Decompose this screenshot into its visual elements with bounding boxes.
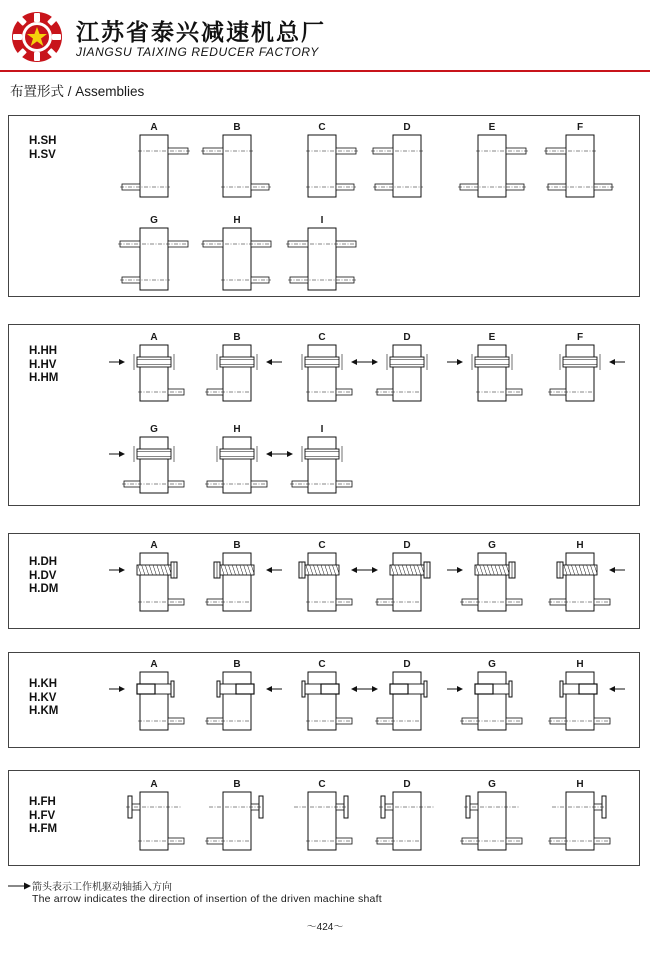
gearbox-schematic — [119, 672, 189, 742]
gearbox-housing — [140, 345, 168, 401]
insertion-arrowhead — [266, 567, 272, 573]
gearbox-schematic — [202, 672, 272, 742]
spline-flange — [302, 681, 305, 697]
gearbox-schematic — [119, 228, 189, 298]
gearbox-housing — [140, 228, 168, 290]
gearbox-housing — [478, 135, 506, 197]
insertion-arrowhead — [266, 686, 272, 692]
model-list — [29, 678, 58, 719]
gearbox-housing — [308, 437, 336, 493]
model-code: H.DH — [29, 556, 58, 568]
spline-flange — [560, 681, 563, 697]
gearbox-schematic — [372, 345, 442, 415]
insertion-arrowhead — [457, 359, 463, 365]
insertion-arrowhead — [457, 686, 463, 692]
gearbox-housing — [223, 228, 251, 290]
insertion-arrowhead — [457, 567, 463, 573]
gearbox-schematic — [287, 672, 357, 742]
arrangement-label: A — [150, 332, 158, 343]
arrangement-label: C — [318, 540, 326, 551]
gearbox-schematic — [202, 792, 272, 862]
model-code: H.KM — [29, 705, 59, 717]
model-code: H.DM — [29, 583, 59, 595]
model-code: H.DV — [29, 569, 57, 582]
spline-flange — [509, 681, 512, 697]
gearbox-schematic — [287, 135, 357, 205]
arrangement-label: G — [150, 424, 158, 435]
arrangement-label: H — [233, 215, 241, 226]
gearbox-housing — [140, 135, 168, 197]
insertion-arrowhead — [266, 451, 272, 457]
gearbox-housing — [308, 135, 336, 197]
arrangement-label: G — [488, 779, 496, 790]
gearbox-schematic — [457, 135, 527, 205]
model-code: H.KH — [29, 678, 58, 690]
gearbox-schematic — [457, 553, 527, 623]
section-title: 布置形式 / Assemblies — [10, 84, 145, 99]
gearbox-housing — [393, 345, 421, 401]
model-code: H.FV — [29, 809, 56, 822]
gearbox-housing — [308, 228, 336, 290]
hollow-shaft — [390, 357, 424, 367]
gearbox-schematic — [372, 135, 442, 205]
gearbox-schematic — [545, 345, 615, 415]
assembly-panel-hollow-shaft — [8, 324, 640, 506]
gearbox-schematic — [372, 792, 442, 862]
arrangement-label: D — [403, 540, 411, 551]
arrangement-label: F — [576, 122, 584, 133]
page-number: ～424～ — [306, 922, 344, 933]
hollow-shaft — [475, 357, 509, 367]
spline-sleeve — [236, 684, 254, 694]
arrangement-label: D — [403, 779, 411, 790]
gearbox-schematic — [287, 345, 357, 415]
model-list — [29, 796, 57, 837]
arrangement-label: H — [576, 659, 584, 670]
model-code: H.HV — [29, 358, 57, 371]
gearbox-schematic — [287, 437, 357, 507]
gearbox-schematic — [202, 228, 272, 298]
gearbox-housing — [478, 345, 506, 401]
insertion-arrowhead — [609, 686, 615, 692]
spline-sleeve — [321, 684, 339, 694]
gearbox-schematic — [457, 672, 527, 742]
company-name-english: JIANGSU TAIXING REDUCER FACTORY — [76, 45, 319, 59]
insertion-arrowhead — [351, 359, 357, 365]
spline-sleeve — [390, 684, 408, 694]
insertion-arrowhead — [372, 686, 378, 692]
gearbox-schematic — [202, 437, 272, 507]
arrangement-label: B — [233, 332, 241, 343]
insertion-arrowhead — [119, 451, 125, 457]
arrangement-label: E — [488, 332, 496, 343]
arrangement-label: I — [320, 424, 324, 435]
hollow-shaft — [563, 357, 597, 367]
model-code: H.HH — [29, 345, 58, 357]
hollow-shaft — [220, 449, 254, 459]
arrow-note-chinese: 箭头表示工作机驱动轴插入方向 — [32, 882, 172, 893]
arrangement-label: D — [403, 332, 411, 343]
gearbox-housing — [223, 437, 251, 493]
arrangement-label: D — [403, 659, 411, 670]
gearbox-housing — [308, 345, 336, 401]
arrangement-label: G — [488, 540, 496, 551]
gearbox-schematic — [119, 345, 189, 415]
gearbox-schematic — [287, 228, 357, 298]
model-code: H.SH — [29, 135, 57, 147]
gearbox-schematic — [119, 437, 189, 507]
arrangement-label: A — [150, 540, 158, 551]
gearbox-schematic — [202, 345, 272, 415]
arrangement-label: B — [233, 122, 241, 133]
gearbox-schematic — [457, 345, 527, 415]
assembly-panel-shrink-disc — [8, 533, 640, 629]
arrangement-label: E — [488, 122, 496, 133]
gearbox-housing — [566, 345, 594, 401]
insertion-arrowhead — [372, 359, 378, 365]
arrangement-label: F — [576, 332, 584, 343]
gearbox-housing — [393, 135, 421, 197]
gearbox-schematic — [119, 792, 189, 862]
hollow-shaft — [137, 357, 171, 367]
spline-sleeve — [137, 684, 155, 694]
arrangement-label: C — [318, 332, 326, 343]
arrow-note-english: The arrow indicates the direction of insertion of the driven machine shaft — [32, 893, 382, 905]
hollow-shaft — [305, 449, 339, 459]
hollow-shaft — [305, 357, 339, 367]
insertion-arrowhead — [119, 686, 125, 692]
arrangement-label: C — [318, 659, 326, 670]
insertion-arrowhead — [609, 359, 615, 365]
gearbox-schematic — [287, 792, 357, 862]
gearbox-schematic — [287, 553, 357, 623]
insertion-arrowhead — [287, 451, 293, 457]
arrangement-label: H — [233, 424, 241, 435]
spline-flange — [424, 681, 427, 697]
arrangement-label: D — [403, 122, 411, 133]
model-code: H.FH — [29, 796, 56, 808]
arrangement-label: G — [150, 215, 158, 226]
gearbox-schematic — [202, 553, 272, 623]
model-list — [29, 135, 56, 162]
gearbox-schematic — [457, 792, 527, 862]
gearbox-schematic — [545, 553, 615, 623]
gearbox-schematic — [545, 672, 615, 742]
gearbox-housing — [223, 345, 251, 401]
arrangement-label: B — [233, 779, 241, 790]
insertion-arrowhead — [119, 567, 125, 573]
arrangement-label: C — [318, 779, 326, 790]
assembly-panel-solid-shaft — [8, 115, 640, 297]
insertion-arrowhead — [351, 567, 357, 573]
spline-sleeve — [475, 684, 493, 694]
gearbox-schematic — [372, 553, 442, 623]
arrangement-label: A — [150, 779, 158, 790]
insertion-arrowhead — [119, 359, 125, 365]
factory-logo-icon — [10, 10, 64, 64]
arrangement-label: B — [233, 540, 241, 551]
model-list — [29, 556, 58, 597]
spline-flange — [217, 681, 220, 697]
hollow-shaft — [220, 357, 254, 367]
model-code: H.HM — [29, 372, 59, 384]
insertion-arrowhead — [372, 567, 378, 573]
arrow-right-icon — [8, 881, 32, 891]
company-name-chinese: 江苏省泰兴减速机总厂 — [76, 19, 326, 45]
gearbox-schematic — [202, 135, 272, 205]
arrangement-label: C — [318, 122, 326, 133]
arrangement-label: A — [150, 122, 158, 133]
insertion-arrowhead — [351, 686, 357, 692]
spline-sleeve — [579, 684, 597, 694]
assembly-panel-flange — [8, 770, 640, 866]
insertion-arrowhead — [266, 359, 272, 365]
header-divider — [0, 70, 650, 72]
gearbox-schematic — [372, 672, 442, 742]
gearbox-schematic — [545, 135, 615, 205]
insertion-arrowhead — [609, 567, 615, 573]
gearbox-housing — [223, 135, 251, 197]
arrangement-label: A — [150, 659, 158, 670]
arrangement-label: I — [320, 215, 324, 226]
model-code: H.KV — [29, 691, 57, 704]
arrangement-label: H — [576, 540, 584, 551]
gearbox-schematic — [119, 135, 189, 205]
model-code: H.SV — [29, 148, 56, 161]
gearbox-schematic — [119, 553, 189, 623]
hollow-shaft — [137, 449, 171, 459]
gearbox-schematic — [545, 792, 615, 862]
gearbox-housing — [140, 437, 168, 493]
gearbox-housing — [566, 135, 594, 197]
model-list — [29, 345, 58, 386]
model-code: H.FM — [29, 823, 58, 835]
arrangement-label: H — [576, 779, 584, 790]
arrangement-label: B — [233, 659, 241, 670]
assembly-panel-spline — [8, 652, 640, 748]
spline-flange — [171, 681, 174, 697]
arrangement-label: G — [488, 659, 496, 670]
